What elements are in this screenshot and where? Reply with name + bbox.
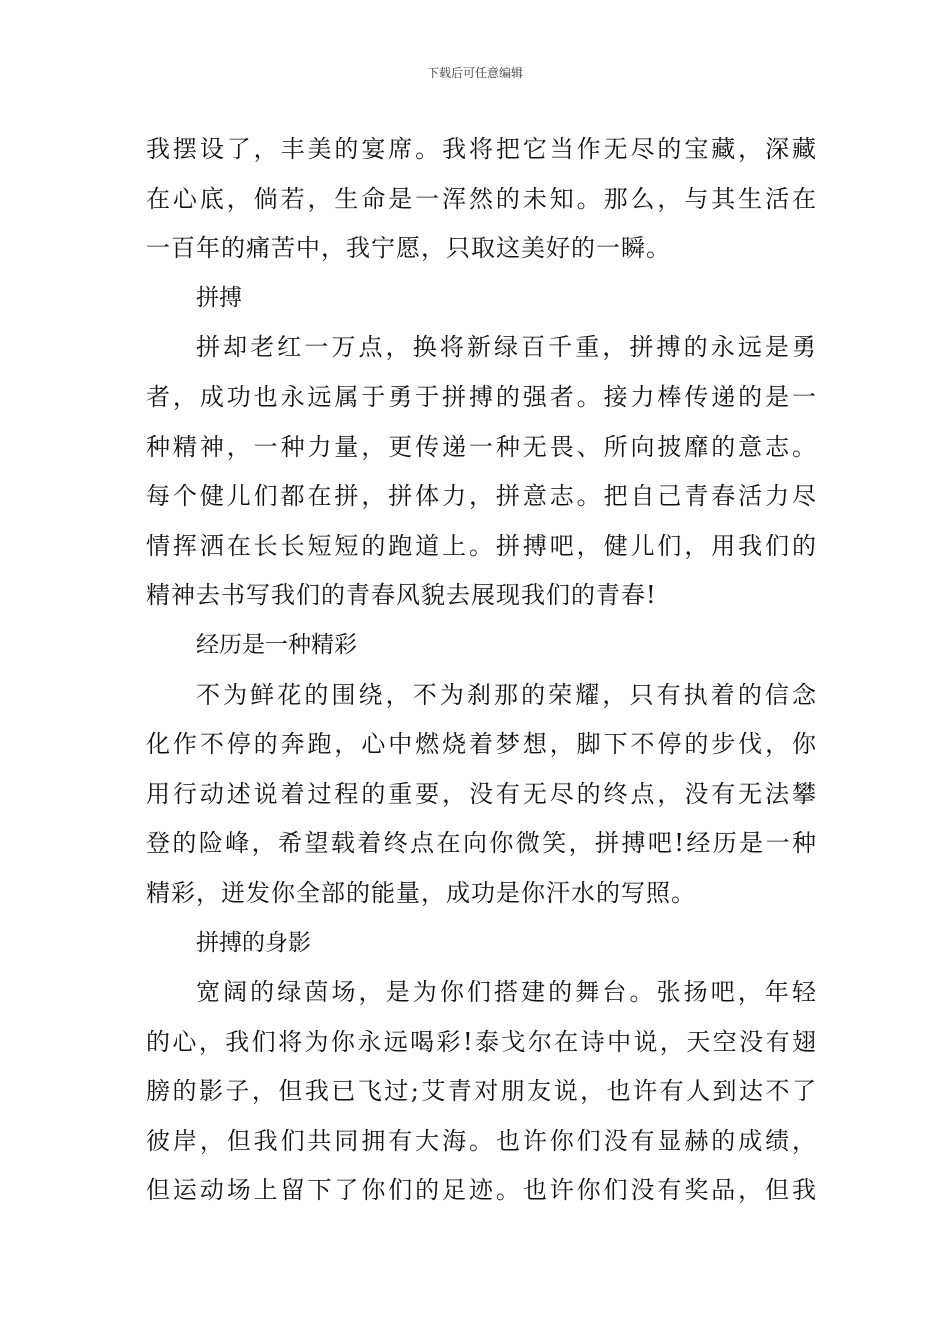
section-heading: 拼搏 [196, 284, 242, 311]
text-line: 在心底，倘若，生命是一浑然的未知。那么，与其生活在 [146, 184, 819, 213]
text-line: 彼岸，但我们共同拥有大海。也许你们没有显赫的成绩， [146, 1126, 819, 1155]
page-header-note: 下载后可任意编辑 [426, 66, 523, 80]
text-line: 精彩，迸发你全部的能量，成功是你汗水的写照。 [146, 878, 696, 907]
section-heading: 拼搏的身影 [196, 929, 311, 956]
text-line: 每个健儿们都在拼，拼体力，拼意志。把自己青春活力尽 [146, 482, 819, 511]
text-line: 拼却老红一万点，换将新绿百千重，拼搏的永远是勇 [196, 333, 820, 362]
section-heading: 经历是一种精彩 [196, 631, 357, 658]
text-line: 情挥洒在长长短短的跑道上。拼搏吧，健儿们，用我们的 [146, 531, 819, 560]
text-line: 不为鲜花的围绕，不为刹那的荣耀，只有执着的信念 [196, 680, 820, 709]
text-line: 膀的影子，但我已飞过;艾青对朋友说，也许有人到达不了 [146, 1077, 819, 1106]
text-line: 的心，我们将为你永远喝彩!泰戈尔在诗中说，天空没有翅 [146, 1027, 819, 1056]
text-line: 登的险峰，希望载着终点在向你微笑，拼搏吧!经历是一种 [146, 829, 819, 858]
text-line: 种精神，一种力量，更传递一种无畏、所向披靡的意志。 [146, 432, 819, 461]
document-body [146, 125, 820, 1216]
text-line: 者，成功也永远属于勇于拼搏的强者。接力棒传递的是一 [146, 382, 819, 411]
text-line: 宽阔的绿茵场，是为你们搭建的舞台。张扬吧，年轻 [196, 978, 820, 1007]
text-line: 但运动场上留下了你们的足迹。也许你们没有奖品，但我 [146, 1176, 819, 1205]
text-line: 化作不停的奔跑，心中燃烧着梦想，脚下不停的步伐，你 [146, 730, 819, 759]
text-line: 我摆设了，丰美的宴席。我将把它当作无尽的宝藏，深藏 [146, 135, 819, 163]
text-line: 一百年的痛苦中，我宁愿，只取这美好的一瞬。 [146, 234, 671, 263]
text-line: 精神去书写我们的青春风貌去展现我们的青春! [146, 581, 657, 610]
text-line: 用行动述说着过程的重要，没有无尽的终点，没有无法攀 [146, 779, 819, 808]
